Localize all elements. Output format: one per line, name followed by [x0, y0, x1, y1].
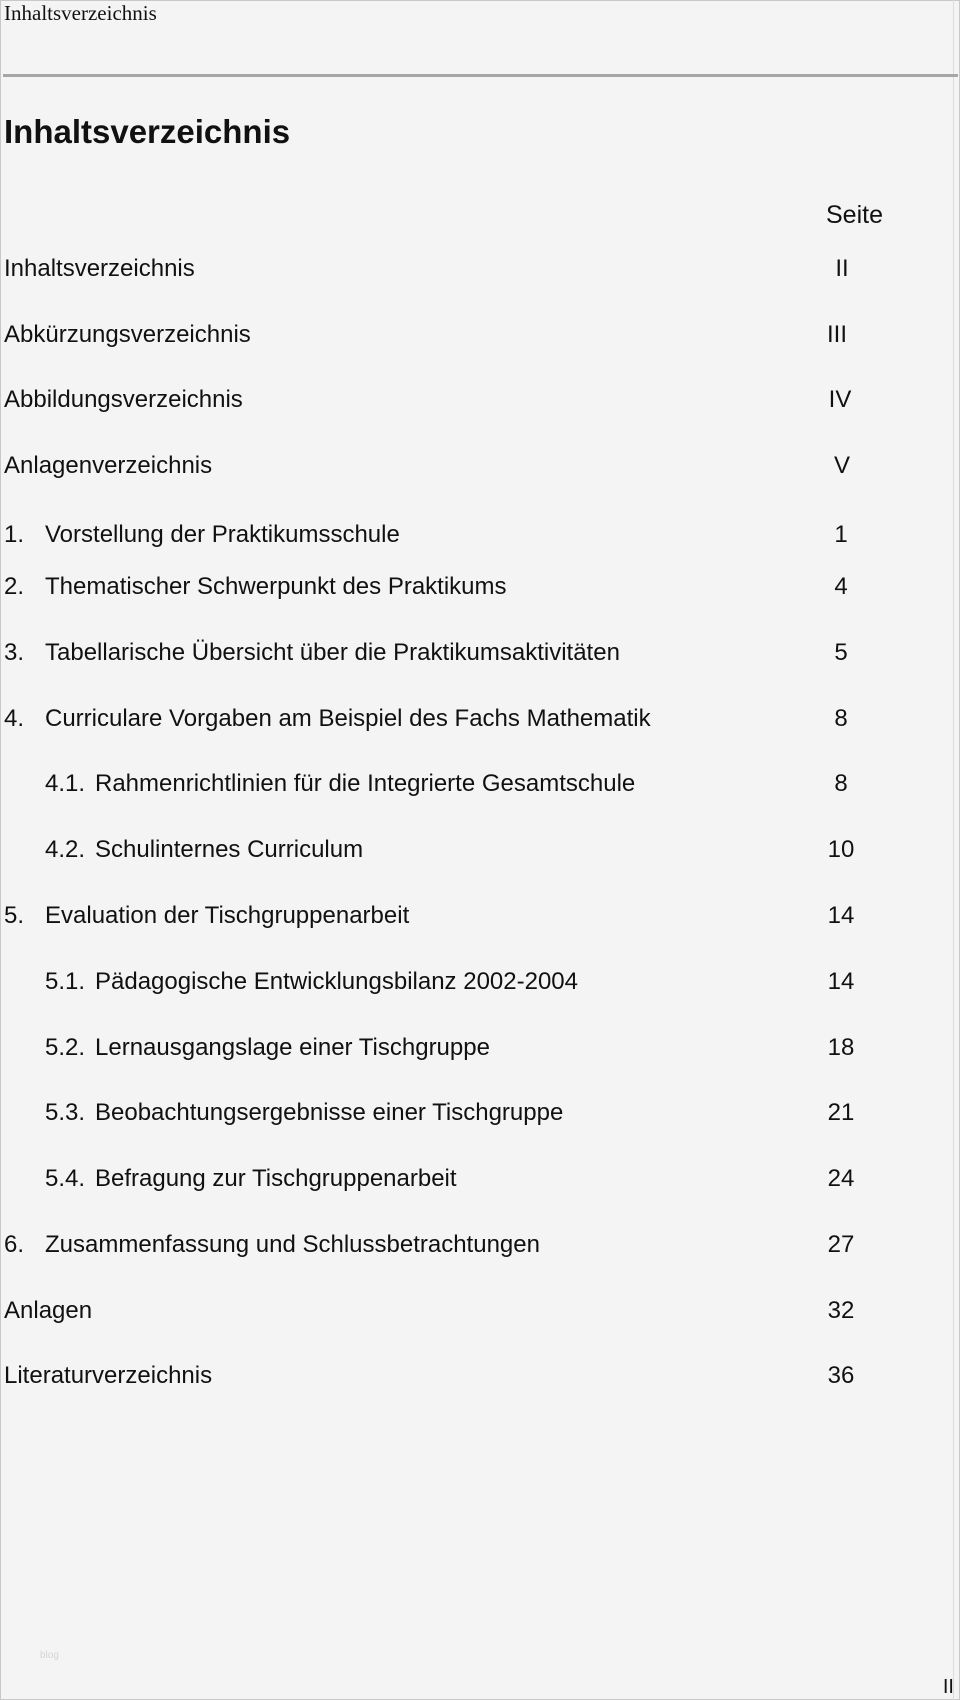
- toc-entry-text: Thematischer Schwerpunkt des Praktikums: [45, 573, 507, 600]
- toc-entry-text: Abkürzungsverzeichnis: [4, 321, 251, 348]
- toc-entry-abkuerzungsverzeichnis[interactable]: Abkürzungsverzeichnis III: [0, 319, 960, 351]
- toc-entry-text: Rahmenrichtlinien für die Integrierte Gesamtschule: [95, 770, 636, 797]
- toc-entry-section-5-2[interactable]: 5.2. Lernausgangslage einer Tischgruppe 18: [0, 1032, 960, 1064]
- toc-entry-anlagen[interactable]: Anlagen 32: [0, 1295, 960, 1327]
- toc-entry-number: 4.1.: [45, 770, 86, 797]
- toc-entry-text: Anlagenverzeichnis: [4, 452, 213, 479]
- toc-entry-anlagenverzeichnis[interactable]: Anlagenverzeichnis V: [0, 450, 960, 482]
- toc-entry-section-4-1[interactable]: 4.1. Rahmenrichtlinien für die Integrierte Gesamtschule 8: [0, 768, 960, 800]
- toc-entry-text: Pädagogische Entwicklungsbilanz 2002-2004: [95, 968, 578, 995]
- toc-entry-text: Inhaltsverzeichnis: [4, 255, 195, 282]
- toc-entry-chapter-1[interactable]: 1. Vorstellung der Praktikumsschule 1: [0, 519, 960, 551]
- toc-entry-section-5-4[interactable]: 5.4. Befragung zur Tischgruppenarbeit 24: [0, 1163, 960, 1195]
- toc-entry-text: Lernausgangslage einer Tischgruppe: [95, 1034, 490, 1061]
- page-title: Inhaltsverzeichnis: [4, 113, 291, 150]
- running-header: Inhaltsverzeichnis: [4, 1, 157, 25]
- toc-entry-inhaltsverzeichnis[interactable]: Inhaltsverzeichnis II: [0, 253, 960, 285]
- toc-entry-number: 5.4.: [45, 1165, 86, 1192]
- toc-entry-number: 2.: [4, 573, 25, 600]
- header-divider: [3, 74, 958, 77]
- toc-entry-text: Zusammenfassung und Schlussbetrachtungen: [45, 1231, 540, 1258]
- toc-entry-abbildungsverzeichnis[interactable]: Abbildungsverzeichnis IV: [0, 384, 960, 416]
- toc-entry-number: 6.: [4, 1231, 25, 1258]
- toc-entry-chapter-6[interactable]: 6. Zusammenfassung und Schlussbetrachtungen 27: [0, 1229, 960, 1261]
- toc-entry-text: Evaluation der Tischgruppenarbeit: [45, 902, 410, 929]
- toc-entry-section-4-2[interactable]: 4.2. Schulinternes Curriculum 10: [0, 834, 960, 866]
- toc-entry-text: Curriculare Vorgaben am Beispiel des Fachs Mathematik: [45, 705, 651, 732]
- toc-entry-number: 5.: [4, 902, 25, 929]
- toc-entry-number: 3.: [4, 639, 25, 666]
- toc-entry-text: Tabellarische Übersicht über die Praktikumsaktivitäten: [45, 639, 620, 666]
- toc-entry-text: Abbildungsverzeichnis: [4, 386, 243, 413]
- toc-entry-chapter-5[interactable]: 5. Evaluation der Tischgruppenarbeit 14: [0, 900, 960, 932]
- toc-entry-section-5-1[interactable]: 5.1. Pädagogische Entwicklungsbilanz 2002-2004 14: [0, 966, 960, 998]
- toc-entry-number: 4.2.: [45, 836, 86, 863]
- toc-entry-chapter-4[interactable]: 4. Curriculare Vorgaben am Beispiel des Fachs Mathematik 8: [0, 703, 960, 735]
- toc-entry-number: 5.2.: [45, 1034, 86, 1061]
- toc-entry-chapter-3[interactable]: 3. Tabellarische Übersicht über die Praktikumsaktivitäten 5: [0, 637, 960, 669]
- toc-entry-text: Literaturverzeichnis: [4, 1362, 213, 1389]
- watermark: blog: [40, 1650, 59, 1661]
- page-column-label: Seite: [826, 201, 883, 229]
- toc-entry-text: Schulinternes Curriculum: [95, 836, 364, 863]
- toc-entry-number: 4.: [4, 705, 25, 732]
- toc-entry-number: 5.1.: [45, 968, 86, 995]
- toc-entry-chapter-2[interactable]: 2. Thematischer Schwerpunkt des Praktikums 4: [0, 571, 960, 603]
- toc-entry-text: Anlagen: [4, 1297, 93, 1324]
- toc-entry-section-5-3[interactable]: 5.3. Beobachtungsergebnisse einer Tischgruppe 21: [0, 1097, 960, 1129]
- toc-entry-text: Befragung zur Tischgruppenarbeit: [95, 1165, 457, 1192]
- toc-entry-text: Beobachtungsergebnisse einer Tischgruppe: [95, 1099, 564, 1126]
- toc-entry-number: 1.: [4, 521, 25, 548]
- toc-entry-number: 5.3.: [45, 1099, 86, 1126]
- toc-entry-literaturverzeichnis[interactable]: Literaturverzeichnis 36: [0, 1360, 960, 1392]
- toc-entry-text: Vorstellung der Praktikumsschule: [45, 521, 400, 548]
- page-number: II: [942, 1676, 954, 1698]
